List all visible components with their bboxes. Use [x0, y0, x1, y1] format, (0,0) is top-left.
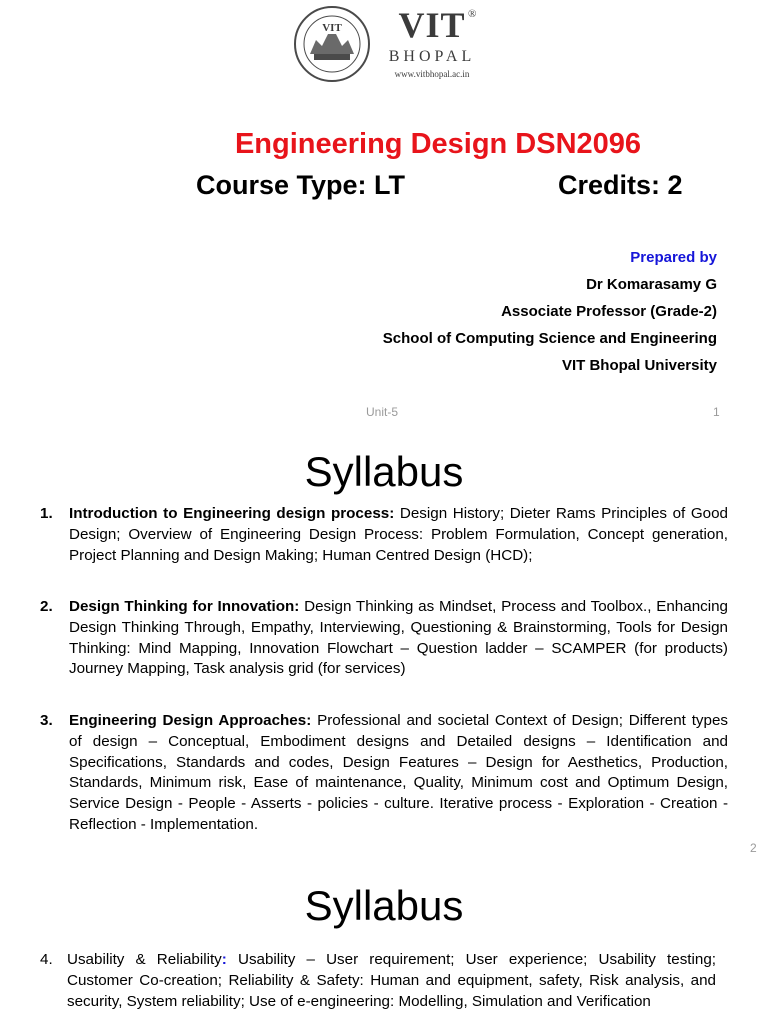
- logo-brand-text: VIT: [398, 5, 466, 45]
- syllabus-heading: Syllabus: [304, 448, 464, 495]
- syllabus-item-text: Design History; Dieter Rams Principles of Good Design; Overview of Engineering Design Process: Problem Formulation, Concept generation, Project Planning and Design Making; Human Centred Design (HCD);: [69, 505, 728, 564]
- registered-mark: ®: [468, 8, 477, 20]
- logo-url-text: www.vitbhopal.ac.in: [394, 69, 470, 79]
- author-university: VIT Bhopal University: [561, 357, 717, 374]
- syllabus-item: [40, 711, 728, 836]
- author-school: School of Computing Science and Engineering: [382, 330, 717, 347]
- syllabus-item-text: Usability – User requirement; User experience; Usability testing; Customer Co-creation; Reliability & Safety: Human and equipment, safety, Risk analysis, and security, System reliability; Use of e-engineering: Modelling, Simulation and Verification: [67, 951, 716, 1010]
- course-title: Engineering Design DSN2096: [234, 128, 642, 160]
- course-type: Course Type: LT: [196, 170, 406, 200]
- syllabus-item-title: Usability & Reliability: [67, 951, 222, 968]
- syllabus-item-colon: :: [221, 951, 227, 968]
- syllabus-item-number: 2.: [40, 598, 53, 615]
- svg-text:VIT: VIT: [322, 22, 342, 34]
- slide-footer-unit: Unit-5: [366, 405, 399, 419]
- syllabus-item-title: Design Thinking for Innovation:: [69, 598, 300, 615]
- slide-page-number: 2: [750, 841, 757, 855]
- syllabus-item-number: 4.: [40, 951, 53, 968]
- course-credits: Credits: 2: [558, 170, 683, 200]
- author-name: Dr Komarasamy G: [586, 276, 717, 293]
- author-role: Associate Professor (Grade-2): [501, 303, 717, 320]
- logo-city-text: BHOPAL: [388, 48, 476, 65]
- syllabus-item-text: Professional and societal Context of Design; Different types of design – Conceptual, Embodiment designs and Detailed designs – Identification and Specifications, Standards and codes, Design Features – Design for Aesthetics, Production, Standards, Minimum risk, Ease of maintenance, Quality, Minimum cost and Optimum Design, Service Design - People - Asserts - policies - culture. Iterative process - Exploration - Creation - Reflection - Implementation.: [69, 712, 728, 833]
- syllabus-item: [40, 950, 716, 1012]
- slide-page-number: 1: [713, 405, 720, 419]
- syllabus-item-title: Introduction to Engineering design process:: [69, 505, 395, 522]
- syllabus-item-number: 3.: [40, 712, 53, 729]
- syllabus-item: [40, 504, 728, 566]
- university-seal-icon: [292, 4, 372, 84]
- syllabus-item-title: Engineering Design Approaches:: [69, 712, 312, 729]
- syllabus-item-text: Design Thinking as Mindset, Process and Toolbox., Enhancing Design Thinking Through, Empathy, Interviewing, Questioning & Brainstorming, Tools for Design Thinking: Mind Mapping, Innovation Flowchart – Question ladder – SCAMPER (for products) Journey Mapping, Task analysis grid (for services): [69, 598, 728, 678]
- prepared-by-label: Prepared by: [630, 249, 717, 266]
- syllabus-heading: Syllabus: [304, 882, 464, 929]
- syllabus-item-number: 1.: [40, 505, 53, 522]
- syllabus-item: [40, 597, 728, 680]
